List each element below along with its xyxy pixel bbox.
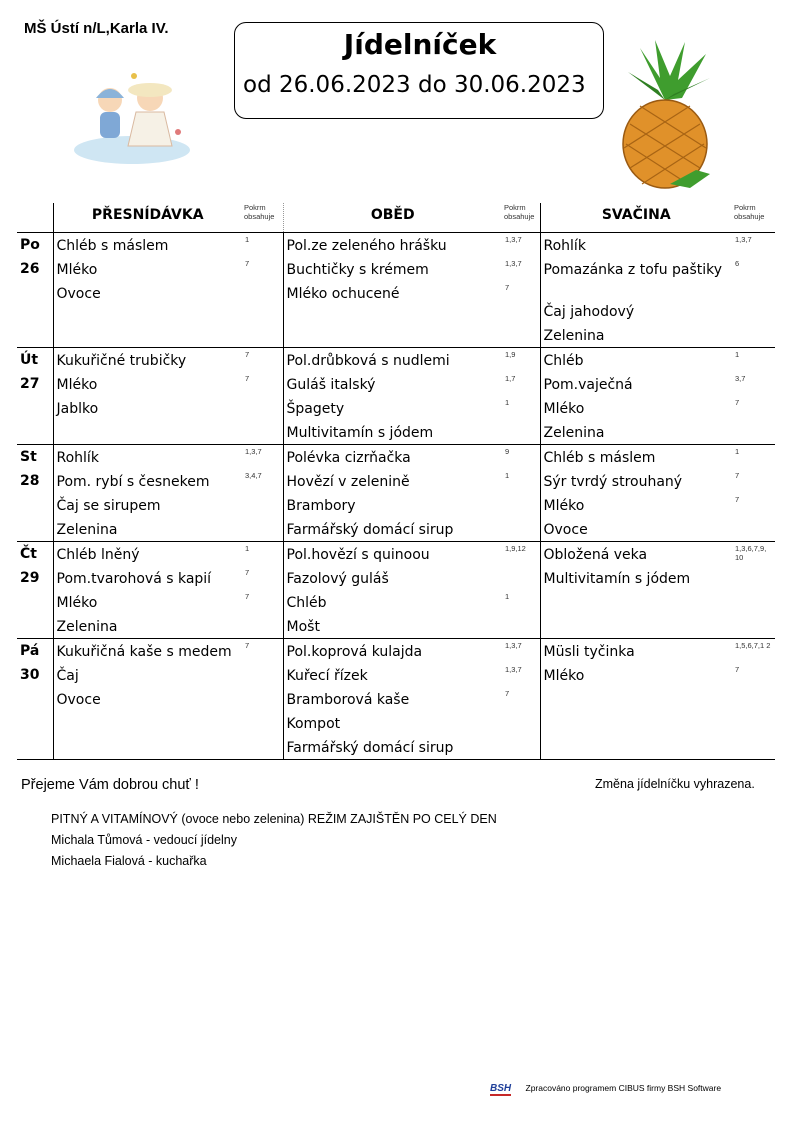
menu-item: Chléb s máslem [543,450,656,466]
menu-item: Obložená veka [543,547,648,563]
date-range: od 26.06.2023 do 30.06.2023 [243,72,586,98]
snack-allergen-cell [732,233,775,348]
snack-cell [540,445,732,542]
lunch-header: OBĚD [283,203,502,233]
allergen-code: 7 [735,398,740,407]
menu-item: Jablko [56,401,99,417]
allergen-code [502,735,540,759]
allergen-code: 1 [505,592,510,601]
day-row [17,639,775,760]
menu-item: Bramborová kaše [286,692,410,708]
menu-item: Multivitamín s jódem [543,571,691,587]
day-row [17,542,775,639]
menu-item: Zelenina [543,425,605,441]
lunch-cell [283,233,502,348]
allergen-code: 1 [735,350,740,359]
allergen-code [732,420,775,444]
day-cell [17,445,53,542]
allergen-code [732,517,775,541]
allergen-code: 7 [245,592,250,601]
menu-item: Čaj [56,668,79,684]
day-cell [17,348,53,445]
day-row [17,233,775,348]
breakfast-allergen-cell [242,542,283,639]
cook-name: Michaela Fialová - kuchařka [51,854,207,868]
allergen-code: 7 [245,641,250,650]
breakfast-allergen-cell [242,639,283,760]
allergen-code: 1,3,7 [735,235,752,244]
menu-item: Pom.vaječná [543,377,633,393]
menu-item: Ovoce [56,692,101,708]
menu-item: Mléko [543,498,585,514]
software-credit [490,1083,721,1096]
allergen-code [242,687,283,711]
day-number: 27 [20,376,40,392]
menu-item: Rohlík [56,450,99,466]
menu-item: Pol.hovězí s quinoou [286,547,430,563]
day-number: 29 [20,570,40,586]
lunch-allergen-cell [502,542,540,639]
day-abbr: Čt [20,546,37,562]
breakfast-cell [53,445,242,542]
menu-item: Chléb [543,353,584,369]
allergen-code: 1,9,12 [505,544,526,553]
allergen-code [732,323,775,347]
allergen-code [502,420,540,444]
allergen-code [242,663,283,687]
day-cell [17,542,53,639]
allergen-code [242,614,283,638]
menu-item: Kukuřičné trubičky [56,353,187,369]
menu-item: Špagety [286,401,345,417]
allergen-code: 1,3,6,7,9, 10 [735,544,767,562]
allergen-code: 7 [735,471,740,480]
menu-item: Chléb [286,595,327,611]
menu-item: Mléko [56,595,98,611]
allergen-code [242,281,283,305]
menu-item: Kukuřičná kaše s medem [56,644,232,660]
allergen-code: 9 [505,447,510,456]
day-number: 30 [20,667,40,683]
breakfast-cell [53,639,242,760]
menu-item: Rohlík [543,238,586,254]
lunch-cell [283,348,502,445]
breakfast-allergen-cell [242,445,283,542]
menu-item: Mléko ochucené [286,286,400,302]
menu-item: Ovoce [56,286,101,302]
allergen-code [732,299,775,323]
menu-table [17,203,775,760]
snack-allergen-cell [732,542,775,639]
allergen-code: 7 [505,689,510,698]
manager-name: Michala Tůmová - vedoucí jídelny [51,833,237,847]
allergen-code: 1 [505,471,510,480]
regime-note: PITNÝ A VITAMÍNOVÝ (ovoce nebo zelenina) REŽIM ZAJIŠTĚN PO CELÝ DEN [51,812,497,826]
menu-item: Chléb s máslem [56,238,169,254]
menu-item: Chléb lněný [56,547,140,563]
allergen-code: 1,3,7 [505,259,522,268]
day-number: 28 [20,473,40,489]
menu-item: Mléko [56,377,98,393]
snack-header: SVAČINA [540,203,732,233]
allergen-code: 1 [245,544,250,553]
menu-item: Kuřecí řízek [286,668,368,684]
allergen-code [502,493,540,517]
menu-item: Polévka cizrňačka [286,450,411,466]
menu-item: Mléko [543,668,585,684]
lunch-allergen-cell [502,445,540,542]
wish-text: Přejeme Vám dobrou chuť ! [21,777,199,793]
menu-item: Pol.ze zeleného hrášku [286,238,447,254]
allergen-code: 1,3,7 [505,665,522,674]
menu-item: Fazolový guláš [286,571,389,587]
menu-item: Sýr tvrdý strouhaný [543,474,683,490]
menu-item: Buchtičky s krémem [286,262,429,278]
breakfast-cell [53,233,242,348]
breakfast-header: PŘESNÍDÁVKA [53,203,242,233]
allergen-code [242,493,283,517]
day-row [17,348,775,445]
allergen-code: 7 [735,665,740,674]
allergen-header: Pokrm obsahuje [502,203,540,233]
allergen-code: 7 [735,495,740,504]
snack-cell [540,233,732,348]
menu-item: Mléko [56,262,98,278]
allergen-code: 7 [245,568,250,577]
breakfast-allergen-cell [242,233,283,348]
lunch-allergen-cell [502,639,540,760]
snack-cell [540,348,732,445]
page-title: Jídelníček [343,28,497,61]
allergen-code: 1,3,7 [505,235,522,244]
menu-item: Čaj jahodový [543,304,635,320]
snack-cell [540,639,732,760]
snack-allergen-cell [732,639,775,760]
day-abbr: St [20,449,37,465]
menu-item: Guláš italský [286,377,376,393]
pineapple-illustration [610,38,720,190]
menu-item: Čaj se sirupem [56,498,161,514]
allergen-code: 6 [735,259,740,268]
allergen-code [502,566,540,590]
menu-item: Farmářský domácí sirup [286,740,454,756]
allergen-code: 3,7 [735,374,746,383]
menu-item: Zelenina [56,619,118,635]
allergen-code: 1,5,6,7,1 2 [735,641,771,650]
menu-item: Mošt [286,619,320,635]
allergen-code: 1,9 [505,350,516,359]
bsh-logo: BSH [490,1083,512,1094]
allergen-code: 7 [245,374,250,383]
menu-item: Kompot [286,716,341,732]
change-note: Změna jídelníčku vyhrazena. [595,777,755,791]
allergen-code [502,711,540,735]
menu-item: Pom.tvarohová s kapií [56,571,212,587]
allergen-code: 7 [245,259,250,268]
breakfast-cell [53,348,242,445]
day-row [17,445,775,542]
school-name: MŠ Ústí n/L,Karla IV. [24,20,169,37]
lunch-allergen-cell [502,348,540,445]
lunch-cell [283,445,502,542]
menu-item: Pol.drůbková s nudlemi [286,353,450,369]
snack-cell [540,542,732,639]
day-abbr: Po [20,237,40,253]
allergen-code [242,396,283,420]
day-cell [17,233,53,348]
allergen-code: 3,4,7 [245,471,262,480]
menu-item: Brambory [286,498,356,514]
menu-item: Pom. rybí s česnekem [56,474,210,490]
allergen-header: Pokrm obsahuje [732,203,775,233]
allergen-code: 7 [505,283,510,292]
menu-item: Pol.koprová kulajda [286,644,423,660]
menu-item: Farmářský domácí sirup [286,522,454,538]
allergen-code: 1 [245,235,250,244]
day-abbr: Pá [20,643,40,659]
allergen-code [732,566,775,590]
day-header [17,203,53,233]
menu-item: Zelenina [543,328,605,344]
menu-item: Mléko [543,401,585,417]
software-credit-text: Zpracováno programem CIBUS firmy BSH Software [525,1083,722,1093]
day-cell [17,639,53,760]
breakfast-allergen-cell [242,348,283,445]
allergen-header: Pokrm obsahuje [242,203,283,233]
snack-allergen-cell [732,445,775,542]
breakfast-cell [53,542,242,639]
snack-allergen-cell [732,348,775,445]
allergen-code [242,517,283,541]
lunch-cell [283,639,502,760]
allergen-code: 7 [245,350,250,359]
allergen-code: 1,3,7 [245,447,262,456]
lunch-allergen-cell [502,233,540,348]
day-abbr: Út [20,352,39,368]
menu-item: Zelenina [56,522,118,538]
allergen-code [502,614,540,638]
footer-notes [51,809,497,872]
day-number: 26 [20,261,40,277]
menu-item: Müsli tyčinka [543,644,635,660]
allergen-code: 1,3,7 [505,641,522,650]
allergen-code: 1,7 [505,374,516,383]
menu-item: Hovězí v zelenině [286,474,410,490]
menu-item: Ovoce [543,522,588,538]
lunch-cell [283,542,502,639]
table-header-row [17,203,775,233]
children-illustration [70,68,195,168]
allergen-code: 1 [505,398,510,407]
menu-item: Multivitamín s jódem [286,425,434,441]
menu-item: Pomazánka z tofu paštiky [543,262,723,278]
allergen-code [502,517,540,541]
allergen-code: 1 [735,447,740,456]
